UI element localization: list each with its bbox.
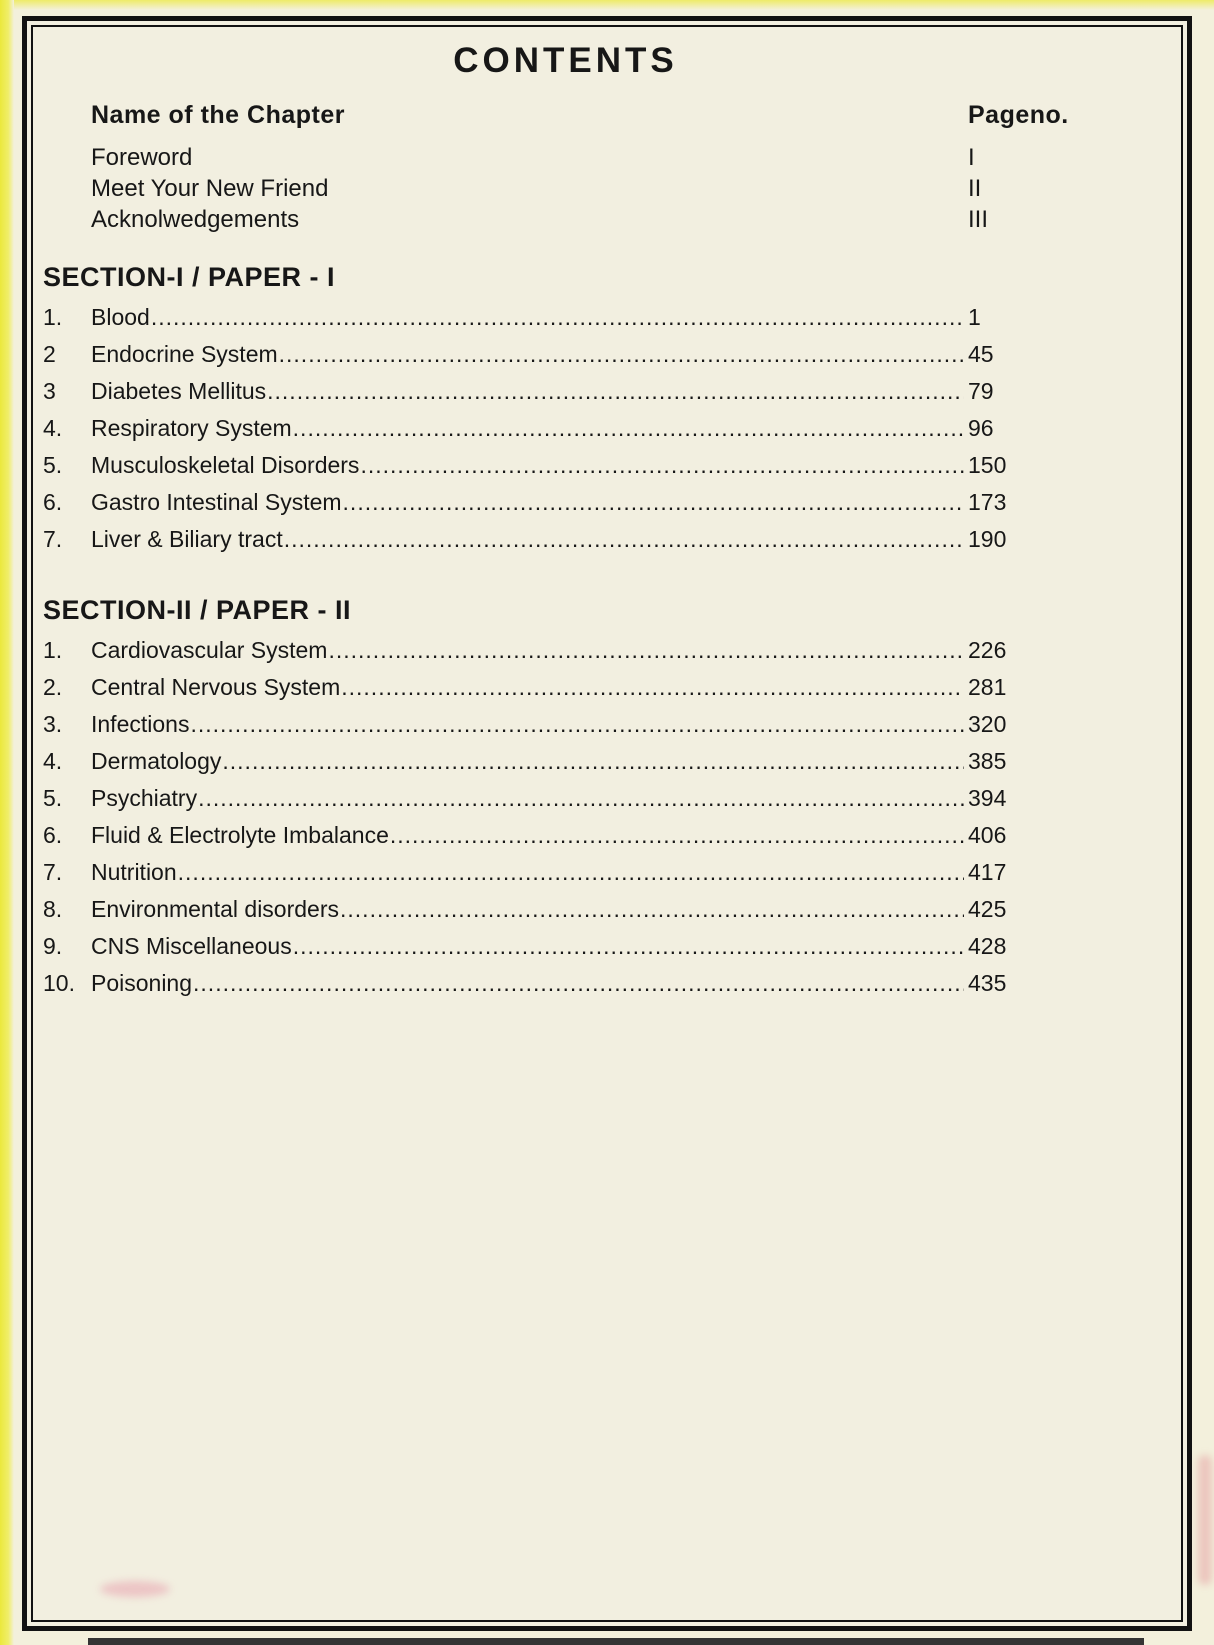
- column-headers: [43, 101, 1088, 130]
- toc-entry: [43, 637, 1088, 674]
- entry-title: Blood: [91, 304, 150, 330]
- entry-title: Poisoning: [91, 970, 193, 996]
- dotted-leader: [360, 452, 964, 479]
- entry-number: 7.: [43, 859, 63, 885]
- entry-number: 2: [43, 341, 56, 367]
- entry-title: Gastro Intestinal System: [91, 489, 342, 515]
- toc-entry: [43, 304, 1088, 341]
- dotted-leader: [390, 822, 964, 849]
- entry-title: Dermatology: [91, 748, 222, 774]
- column-header-page: Pageno.: [968, 101, 1069, 129]
- dotted-leader: [293, 415, 964, 442]
- dotted-leader: [284, 526, 964, 553]
- dotted-leader: [279, 341, 964, 368]
- entry-title: Environmental disorders: [91, 896, 340, 922]
- toc-entry: [43, 933, 1088, 970]
- front-matter-row: [43, 142, 1088, 173]
- entry-number: 4.: [43, 748, 63, 774]
- dotted-leader: [293, 933, 964, 960]
- toc-entry: [43, 748, 1088, 785]
- dotted-leader: [328, 637, 964, 664]
- entry-number: 5.: [43, 452, 63, 478]
- front-matter-row: [43, 173, 1088, 204]
- toc-entry: [43, 711, 1088, 748]
- entry-number: 7.: [43, 526, 63, 552]
- entry-number: 8.: [43, 896, 63, 922]
- dotted-leader: [151, 304, 964, 331]
- front-matter-title: Meet Your New Friend: [91, 175, 329, 202]
- toc-entry: [43, 415, 1088, 452]
- entry-title: Endocrine System: [91, 341, 278, 367]
- entry-title: Musculoskeletal Disorders: [91, 452, 360, 478]
- entry-title: Central Nervous System: [91, 674, 341, 700]
- section-heading: SECTION-I / PAPER - I: [43, 262, 336, 292]
- entry-title: Diabetes Mellitus: [91, 378, 267, 404]
- entry-number: 2.: [43, 674, 63, 700]
- front-matter: [43, 142, 1088, 235]
- entry-number: 5.: [43, 785, 63, 811]
- toc-entry: [43, 859, 1088, 896]
- entry-page: 320: [968, 711, 1007, 737]
- toc-entry: [43, 526, 1088, 563]
- entry-page: 79: [968, 378, 994, 404]
- entry-page: 1: [968, 304, 981, 330]
- entry-title: Respiratory System: [91, 415, 292, 441]
- entry-page: 45: [968, 341, 994, 367]
- toc-entry: [43, 378, 1088, 415]
- entry-title: Cardiovascular System: [91, 637, 328, 663]
- entry-page: 96: [968, 415, 994, 441]
- front-matter-page: I: [968, 144, 975, 171]
- toc-entry: [43, 674, 1088, 711]
- dotted-leader: [190, 711, 964, 738]
- toc-entry: [43, 785, 1088, 822]
- entry-page: 190: [968, 526, 1007, 552]
- dotted-leader: [340, 896, 964, 923]
- dotted-leader: [267, 378, 964, 405]
- inner-frame: [31, 25, 1183, 1622]
- dotted-leader: [222, 748, 964, 775]
- entry-title: Liver & Biliary tract: [91, 526, 283, 552]
- dotted-leader: [198, 785, 964, 812]
- scan-edge-top: [0, 0, 1214, 10]
- entry-title: CNS Miscellaneous: [91, 933, 292, 959]
- entry-page: 173: [968, 489, 1007, 515]
- entry-page: 394: [968, 785, 1007, 811]
- scan-artifact-smudge: [100, 1581, 170, 1597]
- entry-number: 3.: [43, 711, 63, 737]
- toc-entry: [43, 489, 1088, 526]
- front-matter-page: II: [968, 175, 982, 202]
- entry-number: 1.: [43, 304, 63, 330]
- entry-page: 428: [968, 933, 1007, 959]
- page-title: CONTENTS: [453, 41, 678, 80]
- front-matter-title: Foreword: [91, 144, 193, 171]
- dotted-leader: [343, 489, 964, 516]
- toc-entry: [43, 822, 1088, 859]
- entry-title: Psychiatry: [91, 785, 198, 811]
- front-matter-row: [43, 204, 1088, 235]
- dotted-leader: [193, 970, 964, 997]
- entry-title: Nutrition: [91, 859, 177, 885]
- toc-entry: [43, 896, 1088, 933]
- entry-page: 406: [968, 822, 1007, 848]
- outer-frame: [22, 16, 1192, 1631]
- scan-edge-left: [0, 0, 14, 1645]
- entry-page: 150: [968, 452, 1007, 478]
- entry-number: 9.: [43, 933, 63, 959]
- dotted-leader: [341, 674, 964, 701]
- front-matter-page: III: [968, 206, 989, 233]
- entry-page: 417: [968, 859, 1007, 885]
- scan-artifact-bottom-band: [88, 1638, 1144, 1645]
- entry-number: 10.: [43, 970, 75, 996]
- section-2-entries: [43, 637, 1088, 1007]
- toc-entry: [43, 341, 1088, 378]
- entry-title: Fluid & Electrolyte Imbalance: [91, 822, 389, 848]
- section-heading: SECTION-II / PAPER - II: [43, 595, 352, 625]
- entry-page: 435: [968, 970, 1007, 996]
- toc-entry: [43, 970, 1088, 1007]
- entry-number: 6.: [43, 822, 63, 848]
- entry-title: Infections: [91, 711, 190, 737]
- entry-number: 6.: [43, 489, 63, 515]
- section-1-entries: [43, 304, 1088, 563]
- entry-number: 1.: [43, 637, 63, 663]
- entry-page: 226: [968, 637, 1007, 663]
- entry-page: 281: [968, 674, 1007, 700]
- front-matter-title: Acknolwedgements: [91, 206, 300, 233]
- page-content: [33, 41, 1181, 1007]
- entry-number: 3: [43, 378, 56, 404]
- dotted-leader: [178, 859, 964, 886]
- entry-page: 425: [968, 896, 1007, 922]
- entry-page: 385: [968, 748, 1007, 774]
- toc-entry: [43, 452, 1088, 489]
- scan-artifact-smudge: [1198, 1455, 1212, 1585]
- entry-number: 4.: [43, 415, 63, 441]
- column-header-chapter: Name of the Chapter: [91, 101, 345, 129]
